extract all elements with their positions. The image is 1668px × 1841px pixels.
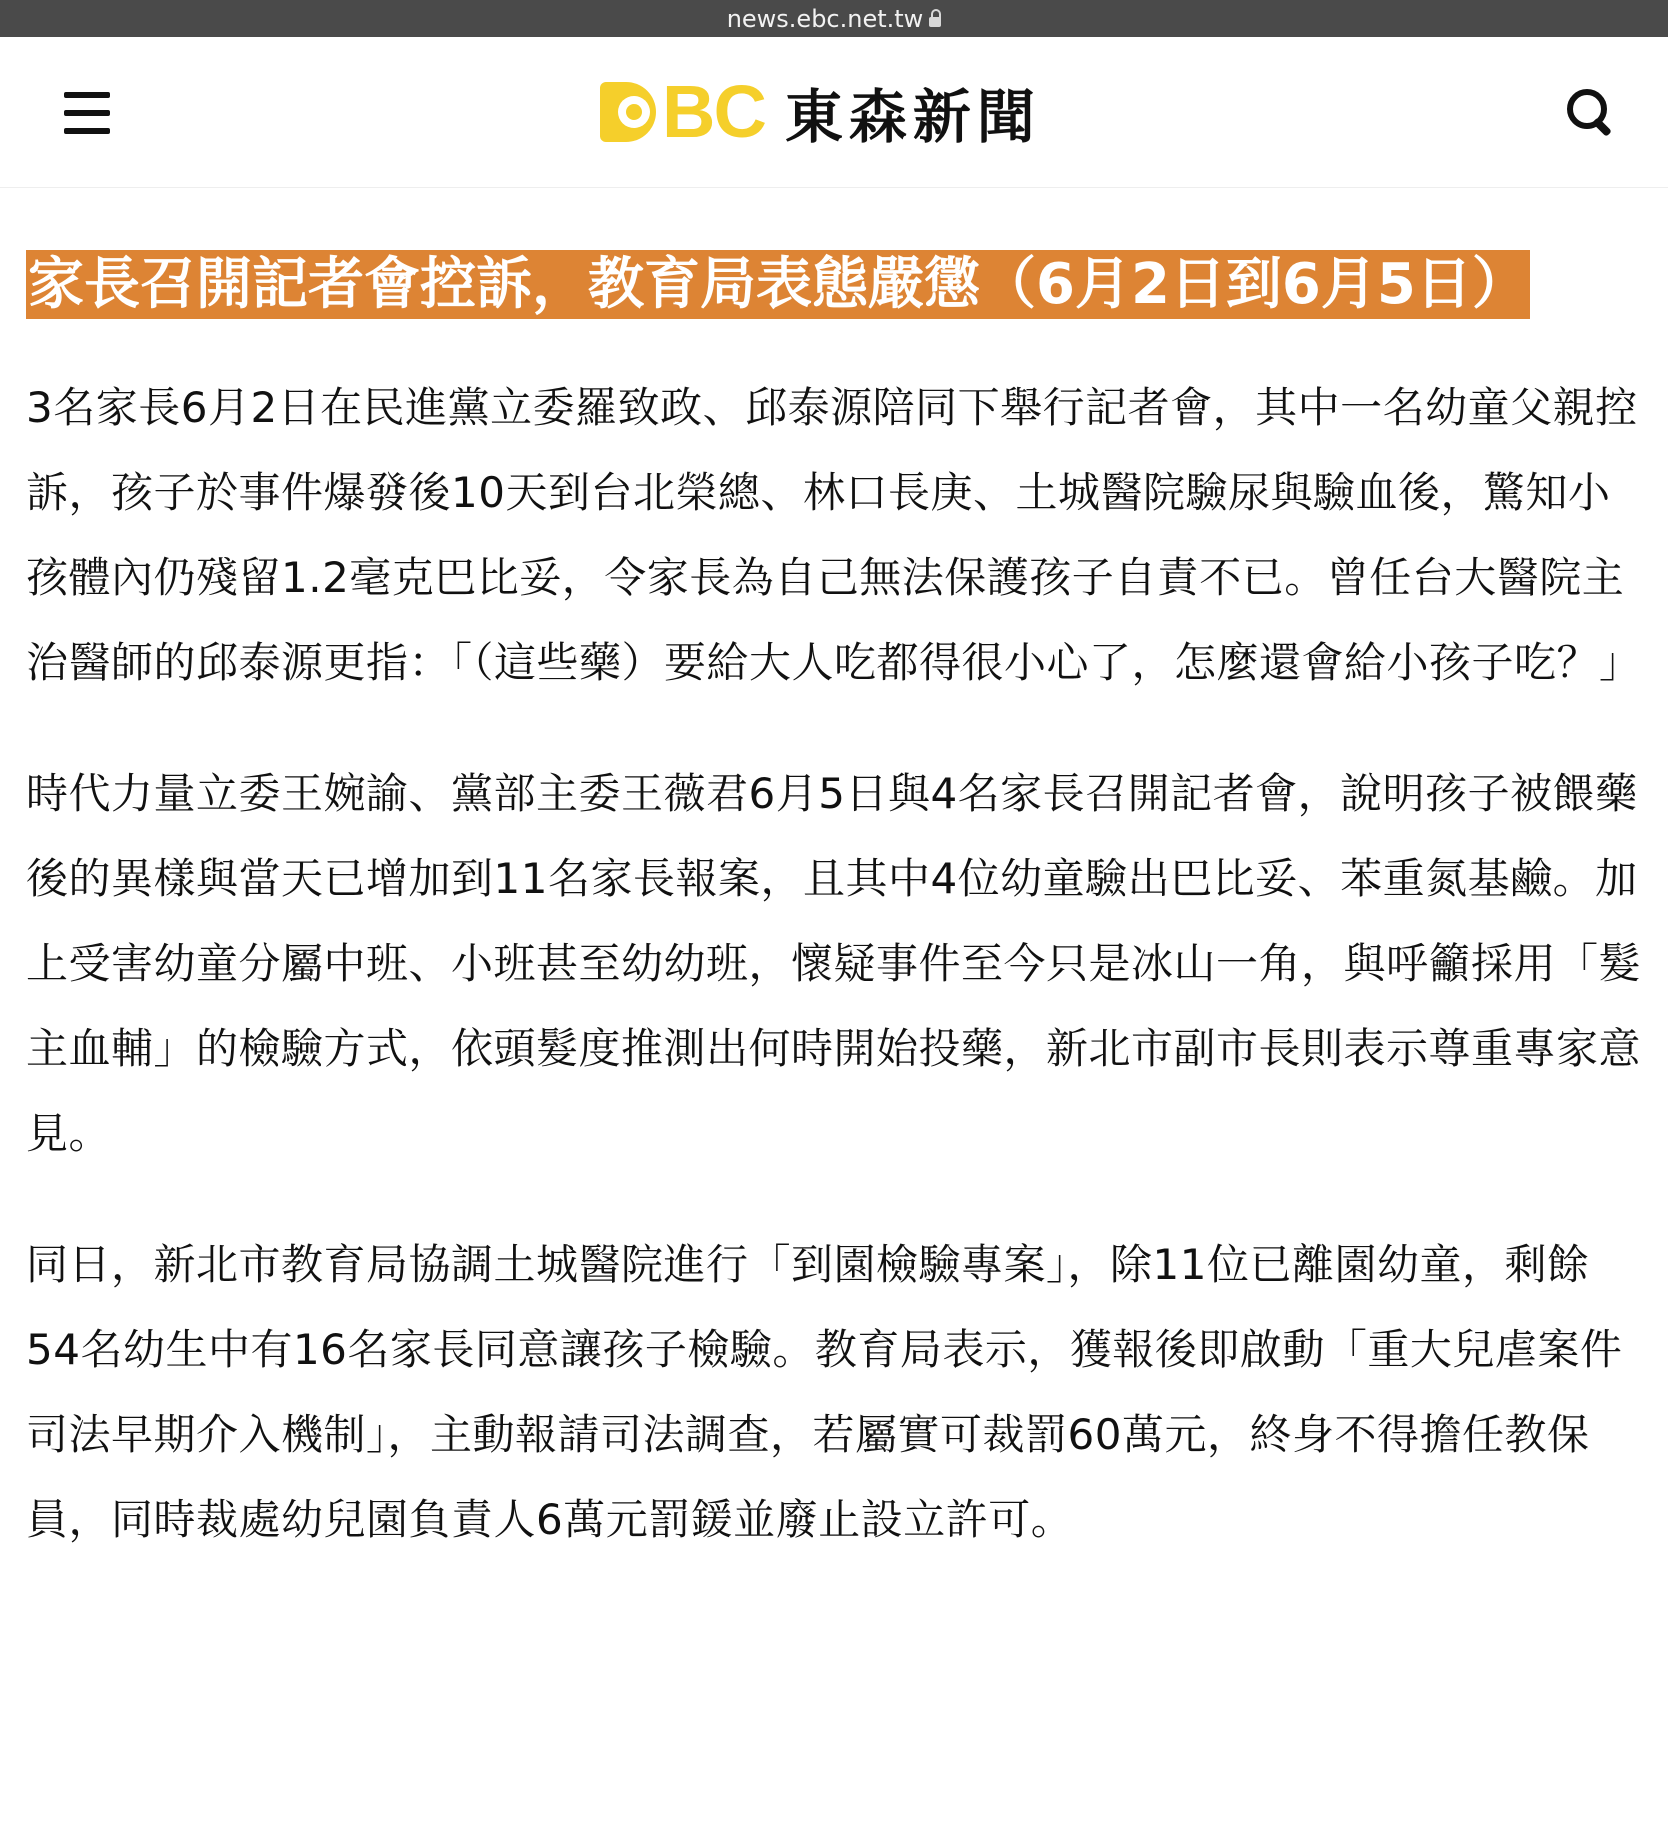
ebc-logo[interactable] — [600, 70, 1041, 153]
article-paragraph-2: 時代力量立委王婉諭、黨部主委王薇君6月5日與4名家長召開記者會，說明孩子被餵藥後的異樣與當天已增加到11名家長報案，且其中4位幼童驗出巴比妥、苯重氮基鹼。加上受害幼童分屬中班、小班甚至幼幼班，懷疑事件至今只是冰山一角，與呼籲採用「髮主血輔」的檢驗方式，依頭髮度推測出何時開始投藥，新北市副市長則表示尊重專家意見。 — [26, 769, 1642, 1158]
article-paragraph-3: 同日，新北市教育局協調土城醫院進行「到園檢驗專案」，除11位已離園幼童，剩餘54名幼生中有16名家長同意讓孩子檢驗。教育局表示，獲報後即啟動「重大兒虐案件司法早期介入機制」，主動報請司法調查，若屬實可裁罰60萬元，終身不得擔任教保員，同時裁處幼兒園負責人6萬元罰鍰並廢止設立許可。 — [26, 1240, 1623, 1544]
logo-mark — [600, 70, 765, 153]
logo-letters: BC — [662, 70, 765, 153]
article-paragraph-1: 3名家長6月2日在民進黨立委羅致政、邱泰源陪同下舉行記者會，其中一名幼童父親控訴，孩子於事件爆發後10天到台北榮總、林口長庚、土城醫院驗尿與驗血後，驚知小孩體內仍殘留1.2毫克巴比妥，令家長為自己無法保護孩子自責不已。曾任台大醫院主治醫師的邱泰源更指：「（這些藥）要給大人吃都得很小心了，怎麼還會給小孩子吃？」 — [26, 383, 1642, 687]
site-header — [0, 37, 1668, 188]
url-text[interactable]: news.ebc.net.tw — [726, 4, 924, 33]
article-body — [26, 243, 1642, 1562]
article-headline — [26, 243, 1642, 327]
logo-e-icon — [600, 82, 656, 142]
search-icon[interactable] — [1565, 87, 1617, 139]
headline-text: 家長召開記者會控訴，教育局表態嚴懲（6月2日到6月5日） — [28, 252, 1528, 317]
browser-url-bar[interactable] — [0, 0, 1668, 37]
lock-icon — [929, 17, 941, 27]
logo-name: 東森新聞 — [784, 83, 1041, 151]
hamburger-menu-icon[interactable] — [64, 92, 112, 134]
